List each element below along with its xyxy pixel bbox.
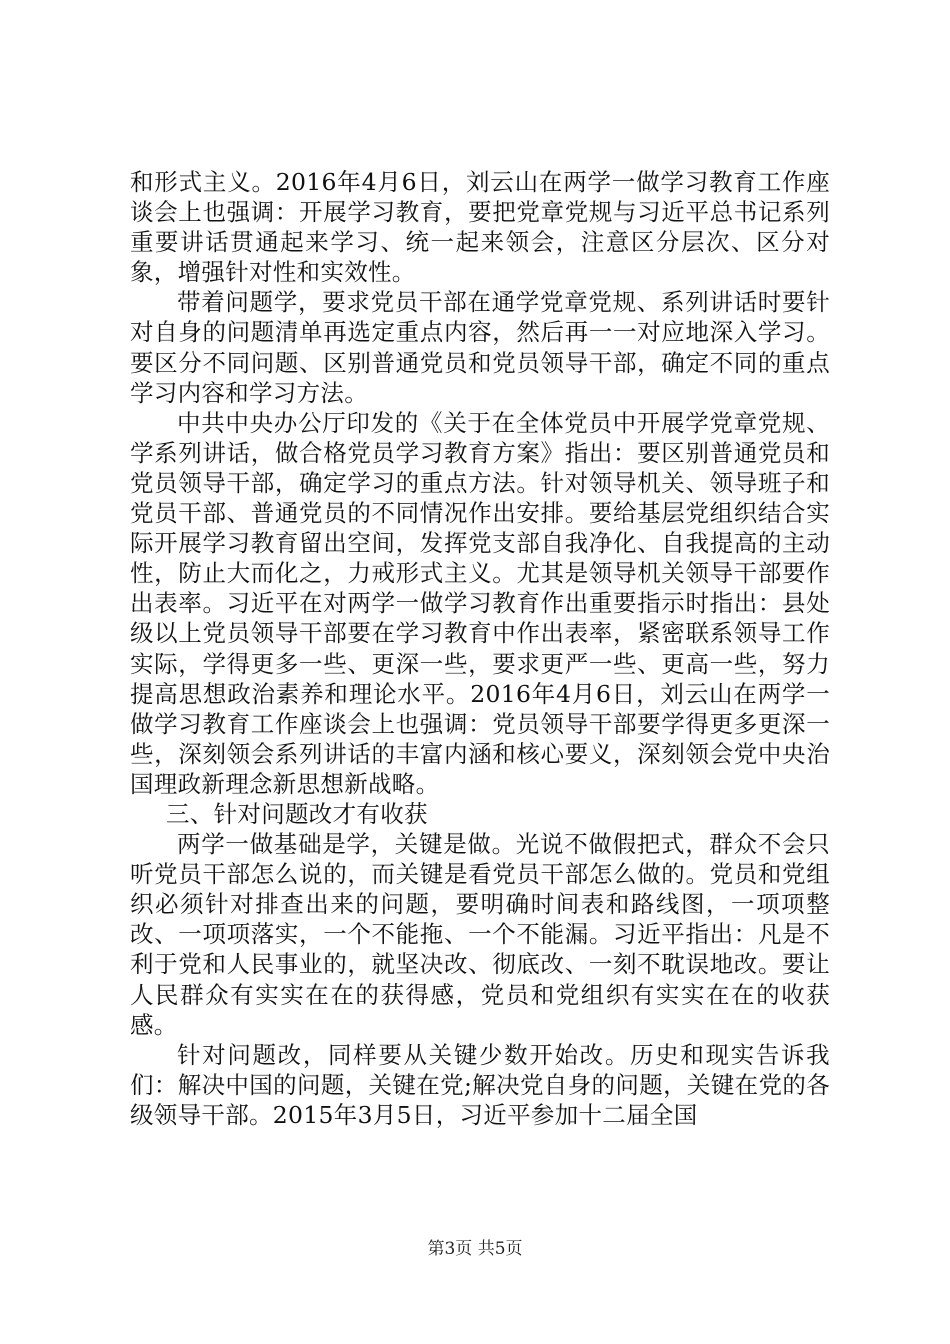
paragraph-study-with-problems: 带着问题学，要求党员干部在通学党章党规、系列讲话时要针对自身的问题清单再选定重点内容，然后再一一对应地深入学习。要区分不同问题、区别普通党员和党员领导干部，确定不同的重点学习内容和学习方法。 [130, 288, 830, 407]
paragraph-key-minority: 针对问题改，同样要从关键少数开始改。历史和现实告诉我们：解决中国的问题，关键在党;解决党自身的问题，关键在党的各级领导干部。2015年3月5日，习近平参加十二届全国 [130, 1040, 830, 1129]
document-body [130, 167, 830, 1130]
paragraph-central-office-plan: 中共中央办公厅印发的《关于在全体党员中开展学党章党规、学系列讲话，做合格党员学习教育方案》指出：要区别普通党员和党员领导干部，确定学习的重点方法。针对领导机关、领导班子和党员干部、普通党员的不同情况作出安排。要给基层党组织结合实际开展学习教育留出空间，发挥党支部自我净化、自我提高的主动性，防止大而化之，力戒形式主义。尤其是领导机关领导干部要作出表率。习近平在对两学一做学习教育作出重要指示时指出：县处级以上党员领导干部要在学习教育中作出表率，紧密联系领导工作实际，学得更多一些、更深一些，要求更严一些、更高一些，努力提高思想政治素养和理论水平。2016年4月6日，刘云山在两学一做学习教育工作座谈会上也强调：党员领导干部要学得更多更深一些，深刻领会系列讲话的丰富内涵和核心要义，深刻领会党中央治国理政新理念新思想新战略。 [130, 408, 830, 798]
section-heading: 三、针对问题改才有收获 [166, 799, 428, 828]
page-number: 第3页 共5页 [427, 1239, 523, 1259]
paragraph-foundation-is-study: 两学一做基础是学，关键是做。光说不做假把式，群众不会只听党员干部怎么说的，而关键是看党员干部怎么做的。党员和党组织必须针对排查出来的问题，要明确时间表和路线图，一项项整改、一项项落实，一个不能拖、一个不能漏。习近平指出：凡是不利于党和人民事业的，就坚决改、彻底改、一刻不耽误地改。要让人民群众有实实在在的获得感，党员和党组织有实实在在的收获感。 [130, 830, 830, 1039]
paragraph-continued: 和形式主义。2016年4月6日，刘云山在两学一做学习教育工作座谈会上也强调：开展学习教育，要把党章党规与习近平总书记系列重要讲话贯通起来学习、统一起来领会，注意区分层次、区分对象，增强针对性和实效性。 [130, 168, 830, 287]
